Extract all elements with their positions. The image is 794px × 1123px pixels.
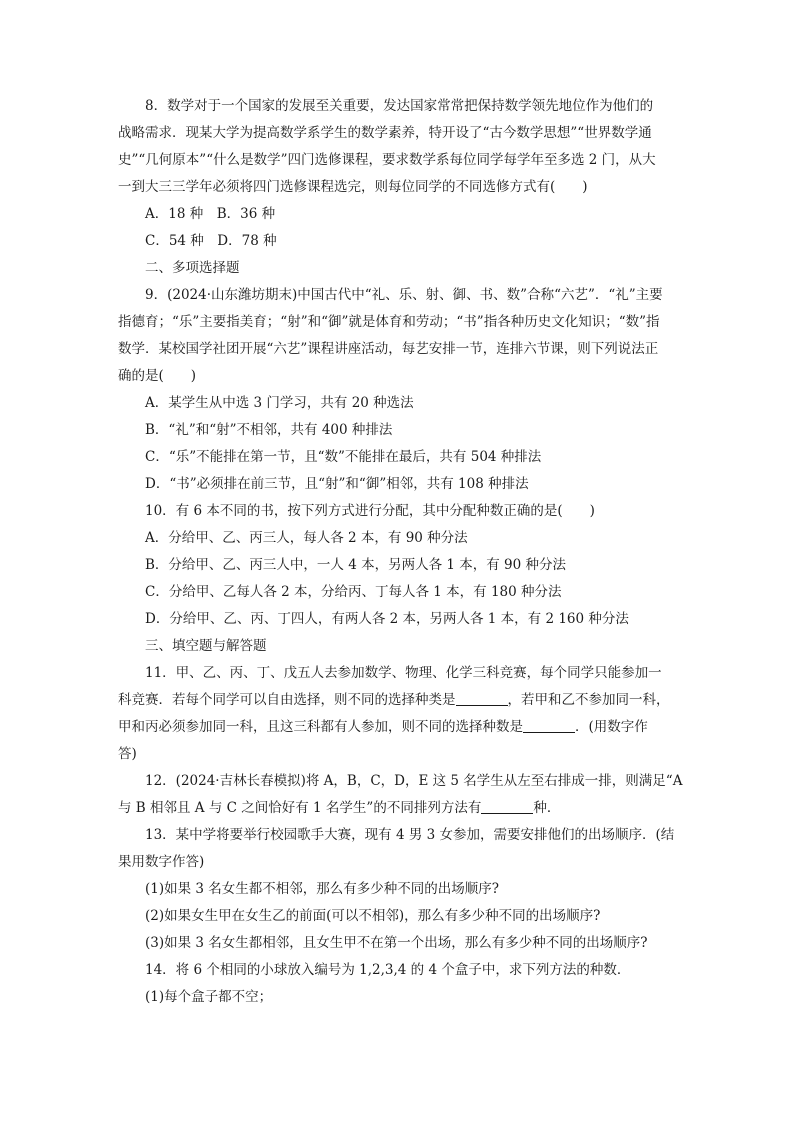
- question-8-line-3: 史”“几何原本”“什么是数学”四门选修课程，要求数学系每位同学每学年至多选 2 门，从大: [118, 152, 656, 168]
- question-9-line-4: 确的是( ): [118, 368, 197, 384]
- question-8-options-ab: A．18 种 B．36 种: [145, 206, 276, 222]
- question-12: [118, 768, 686, 822]
- question-10: [118, 498, 686, 633]
- question-13-line-2: 果用数字作答): [118, 854, 205, 870]
- question-11-line-3-text-a: 甲和丙必须参加同一科，且这三科都有人参加，则不同的选择种数是: [118, 719, 523, 735]
- question-11-line-1: 11．甲、乙、丙、丁、戊五人去参加数学、物理、化学三科竞赛，每个同学只能参加一: [145, 665, 662, 681]
- question-10-option-c: C．分给甲、乙每人各 2 本，分给丙、丁每人各 1 本，有 180 种分法: [145, 584, 562, 600]
- question-8-line-4: 一到大三三学年必须将四门选修课程选完，则每位同学的不同选修方式有( ): [118, 179, 588, 195]
- question-12-line-2-text-a: 与 B 相邻且 A 与 C 之间恰好有 1 名学生”的不同排列方法有: [118, 800, 482, 816]
- question-13: [118, 822, 686, 957]
- question-8-options-cd: C．54 种 D．78 种: [145, 233, 277, 249]
- question-9-line-3: 数学．某校国学社团开展“六艺”课程讲座活动，每艺安排一节，连排六节课，则下列说法正: [118, 341, 659, 357]
- question-11-line-3-text-b: ．(用数字作: [575, 719, 648, 735]
- question-14-line-1: 14．将 6 个相同的小球放入编号为 1,2,3,4 的 4 个盒子中，求下列方法的种数．: [145, 962, 631, 978]
- question-13-sub-1: (1)如果 3 名女生都不相邻，那么有多少种不同的出场顺序?: [145, 881, 500, 897]
- question-10-option-b: B．分给甲、乙、丙三人中，一人 4 本，另两人各 1 本，有 90 种分法: [145, 557, 567, 573]
- question-13-sub-3: (3)如果 3 名女生都相邻，且女生甲不在第一个出场，那么有多少种不同的出场顺序?: [145, 935, 648, 951]
- question-10-line-1: 10．有 6 本不同的书，按下列方式进行分配，其中分配种数正确的是( ): [145, 503, 595, 519]
- question-13-line-1: 13．某中学将要举行校园歌手大赛，现有 4 男 3 女参加，需要安排他们的出场顺序．(结: [145, 827, 675, 843]
- question-9-line-2: 指德育；“乐”主要指美育；“射”和“御”就是体育和劳动；“书”指各种历史文化知识；“数”指: [118, 314, 660, 330]
- section-heading-multiple-choice: 二、多项选择题: [145, 260, 240, 276]
- question-11-line-2: [118, 687, 686, 714]
- question-9-option-d: D．“书”必须排在前三节，且“射”和“御”相邻，共有 108 种排法: [145, 476, 529, 492]
- question-9: [118, 282, 686, 498]
- answer-blank-3: [481, 799, 533, 814]
- question-12-line-2-text-b: 种．: [533, 800, 561, 816]
- question-14: [118, 957, 686, 1011]
- question-8: [118, 93, 686, 255]
- question-11-line-2-text-a: 科竞赛．若每个同学可以自由选择，则不同的选择种类是: [118, 692, 456, 708]
- question-9-line-1: 9．(2024·山东潍坊期末)中国古代中“礼、乐、射、御、书、数”合称“六艺”．“礼”主要: [145, 287, 663, 303]
- question-11-line-3: [118, 714, 686, 741]
- question-10-option-a: A．分给甲、乙、丙三人，每人各 2 本，有 90 种分法: [145, 530, 468, 546]
- question-12-line-2: [118, 795, 686, 822]
- question-14-sub-1: (1)每个盒子都不空；: [145, 989, 273, 1005]
- question-10-option-d: D．分给甲、乙、丙、丁四人，有两人各 2 本，另两人各 1 本，有 2 160 种分法: [145, 611, 629, 627]
- question-9-option-b: B．“礼”和“射”不相邻，共有 400 种排法: [145, 422, 393, 438]
- section-heading-fill-and-answer: 三、填空题与解答题: [145, 638, 267, 654]
- question-9-option-c: C．“乐”不能排在第一节，且“数”不能排在最后，共有 504 种排法: [145, 449, 542, 465]
- question-11-line-2-text-b: ，若甲和乙不参加同一科，: [507, 692, 670, 708]
- answer-blank-1: [456, 691, 508, 706]
- question-11-line-4: 答): [118, 746, 137, 762]
- question-8-line-2: 战略需求．现某大学为提高数学系学生的数学素养，特开设了“古今数学思想”“世界数学通: [118, 125, 652, 141]
- question-11: [118, 660, 686, 768]
- answer-blank-2: [523, 718, 575, 733]
- question-9-option-a: A．某学生从中选 3 门学习，共有 20 种选法: [145, 395, 414, 411]
- question-13-sub-2: (2)如果女生甲在女生乙的前面(可以不相邻)，那么有多少种不同的出场顺序?: [145, 908, 601, 924]
- question-12-line-1: 12．(2024·吉林长春模拟)将 A，B，C，D，E 这 5 名学生从左至右排成一排，则满足“A: [145, 773, 683, 789]
- question-8-line-1: 8．数学对于一个国家的发展至关重要，发达国家常常把保持数学领先地位作为他们的: [145, 98, 654, 114]
